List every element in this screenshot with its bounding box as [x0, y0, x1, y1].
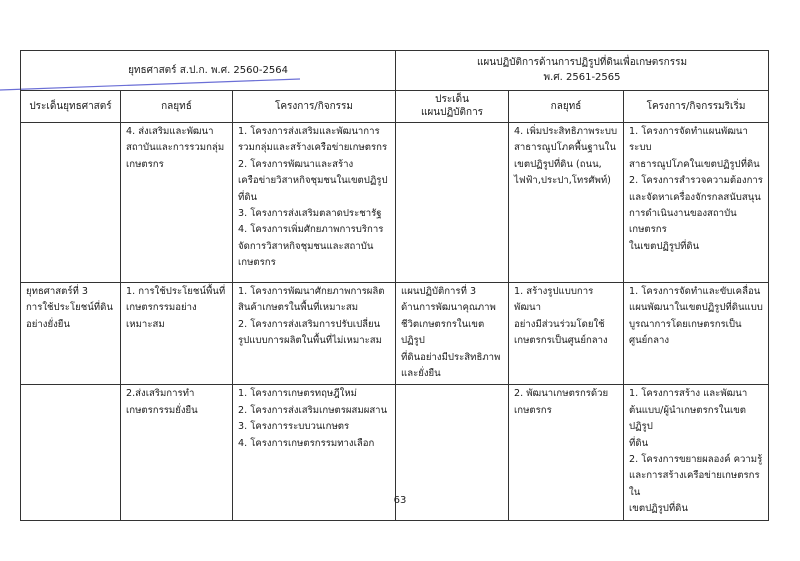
cell-line: และการสร้างเครือข่ายเกษตรกรใน [629, 470, 760, 498]
cell-line: 2. โครงการขยายผลองค์ ความรู้ [629, 454, 763, 466]
cell-strategic-issue [21, 123, 121, 283]
cell-initiatives [624, 283, 769, 385]
cell-line: รวมกลุ่มและสร้างเครือข่ายเกษตรกร [238, 142, 388, 154]
cell-line: อย่างมีส่วนร่วมโดยใช้ [514, 318, 605, 330]
col-header-strategic-issue: ประเด็นยุทธศาสตร์ [21, 91, 121, 123]
cell-strategy [121, 283, 233, 385]
cell-line: 4. ส่งเสริมและพัฒนา [126, 126, 214, 137]
cell-line: 1. การใช้ประโยชน์พื้นที่ [126, 286, 226, 297]
table-row [21, 123, 769, 283]
cell-line: 1. สร้างรูปแบบการพัฒนา [514, 286, 594, 314]
cell-line: 3. โครงการส่งเสริมตลาดประชารัฐ [238, 208, 382, 220]
col-header-plan-issue-line2: แผนปฏิบัติการ [420, 107, 484, 118]
cell-line: แผนปฏิบัติการที่ 3 [401, 286, 477, 297]
cell-line: เขตปฏิรูปที่ดิน [629, 503, 688, 515]
col-header-projects: โครงการ/กิจกรรม [233, 91, 396, 123]
cell-line: เกษตรกร [514, 404, 552, 416]
table-title-row [21, 51, 769, 91]
cell-line: เกษตรกรรมยั่งยืน [126, 404, 198, 416]
cell-projects [233, 123, 396, 283]
cell-line: 1. โครงการพัฒนาศักยภาพการผลิต [238, 286, 385, 297]
cell-line: ศูนย์กลาง [629, 335, 670, 347]
cell-line: 1. โครงการสร้าง และพัฒนา [629, 388, 748, 400]
cell-line: 1. โครงการเกษตรทฤษฎีใหม่ [238, 388, 357, 400]
cell-line: ไฟฟ้า,ประปา,โทรศัพท์) [514, 175, 611, 187]
cell-line: จัดการวิสาหกิจชุมชนและสถาบัน [238, 240, 374, 252]
action-plan-title [396, 51, 769, 91]
cell-line: 1. โครงการจัดทำและขับเคลื่อน [629, 286, 761, 297]
cell-line: 4. เพิ่มประสิทธิภาพระบบ [514, 126, 618, 137]
cell-initiatives [624, 123, 769, 283]
col-header-plan-issue-line1: ประเด็น [435, 94, 469, 105]
cell-projects [233, 283, 396, 385]
col-header-plan-issue [396, 91, 509, 123]
cell-line: รูปแบบการผลิตในพื้นที่ไม่เหมาะสม [238, 335, 382, 347]
cell-strategy [121, 123, 233, 283]
cell-line: 2.ส่งเสริมการทำ [126, 388, 195, 400]
cell-line: เกษตรกร [126, 158, 164, 170]
col-header-plan-strategy: กลยุทธ์ [509, 91, 624, 123]
cell-line: การดำเนินงานของสถาบันเกษตรกร [629, 208, 737, 236]
cell-line: 4. โครงการเกษตรกรรมทางเลือก [238, 437, 375, 449]
cell-line: 2. โครงการส่งเสริมเกษตรผสมผสาน [238, 404, 388, 416]
cell-line: 2. โครงการพัฒนาและสร้าง [238, 158, 354, 170]
cell-line: ชีวิตเกษตรกรในเขตปฏิรูป [401, 318, 485, 347]
action-plan-title-line1: แผนปฏิบัติการด้านการปฏิรูปที่ดินเพื่อเกษตรกรรม [476, 57, 688, 68]
cell-plan-issue [396, 283, 509, 385]
cell-line: สินค้าเกษตรในพื้นที่เหมาะสม [238, 302, 359, 314]
cell-line: ที่ดิน [629, 437, 649, 449]
col-header-strategy: กลยุทธ์ [121, 91, 233, 123]
cell-line: ด้านการพัฒนาคุณภาพ [401, 302, 496, 314]
cell-line: 4. โครงการเพิ่มศักยภาพการบริการ [238, 224, 384, 236]
cell-plan-issue [396, 123, 509, 283]
cell-strategic-issue [21, 283, 121, 385]
table-row [21, 283, 769, 385]
cell-line: ที่ดินอย่างมีประสิทธิภาพ [401, 351, 501, 363]
strategy-period-title: ยุทธศาสตร์ ส.ป.ก. พ.ศ. 2560-2564 [21, 51, 396, 91]
cell-line: ต้นแบบ/ผู้นำเกษตรกรในเขตปฏิรูป [629, 404, 747, 433]
cell-line: สาธารณูปโภคในเขตปฏิรูปที่ดิน [629, 158, 760, 170]
cell-plan-strategy [509, 123, 624, 283]
cell-line: เกษตรกร [238, 257, 276, 269]
cell-line: เกษตรกรเป็นศูนย์กลาง [514, 335, 608, 347]
strategy-plan-table [20, 50, 769, 521]
page-number: 63 [393, 495, 407, 506]
cell-line: และยั่งยืน [401, 368, 441, 380]
cell-line: เขตปฏิรูปที่ดิน (ถนน, [514, 158, 602, 170]
cell-line: บูรณาการโดยเกษตรกรเป็น [629, 318, 742, 330]
cell-line: เหมาะสม [126, 318, 165, 330]
cell-line: สถาบันและการรวมกลุ่ม [126, 142, 225, 154]
cell-line: 1. โครงการส่งเสริมและพัฒนาการ [238, 126, 380, 137]
cell-line: 2. โครงการสำรวจความต้องการ [629, 175, 763, 187]
cell-line: เกษตรกรรมอย่าง [126, 302, 197, 314]
cell-line: 1. โครงการจัดทำแผนพัฒนาระบบ [629, 126, 748, 154]
cell-line: 2. โครงการส่งเสริมการปรับเปลี่ยน [238, 318, 381, 330]
cell-line: และจัดหาเครื่องจักรกลสนับสนุน [629, 191, 761, 203]
cell-line: ในเขตปฏิรูปที่ดิน [629, 240, 700, 252]
cell-line: อย่างยั่งยืน [26, 318, 70, 330]
col-header-initiatives: โครงการ/กิจกรรมริเริ่ม [624, 91, 769, 123]
cell-line: การใช้ประโยชน์ที่ดิน [26, 302, 113, 314]
column-header-row [21, 91, 769, 123]
cell-line: สาธารณูปโภคพื้นฐานใน [514, 142, 616, 154]
cell-line: ที่ดิน [238, 191, 258, 203]
cell-line: ยุทธศาสตร์ที่ 3 [26, 286, 88, 297]
action-plan-title-line2: พ.ศ. 2561-2565 [543, 72, 621, 83]
cell-line: 3. โครงการระบบวนเกษตร [238, 421, 350, 433]
cell-plan-strategy [509, 283, 624, 385]
cell-line: เครือข่ายวิสาหกิจชุมชนในเขตปฏิรูป [238, 175, 388, 187]
cell-line: แผนพัฒนาในเขตปฏิรูปที่ดินแบบ [629, 302, 763, 314]
cell-line: 2. พัฒนาเกษตรกรด้วย [514, 388, 609, 400]
